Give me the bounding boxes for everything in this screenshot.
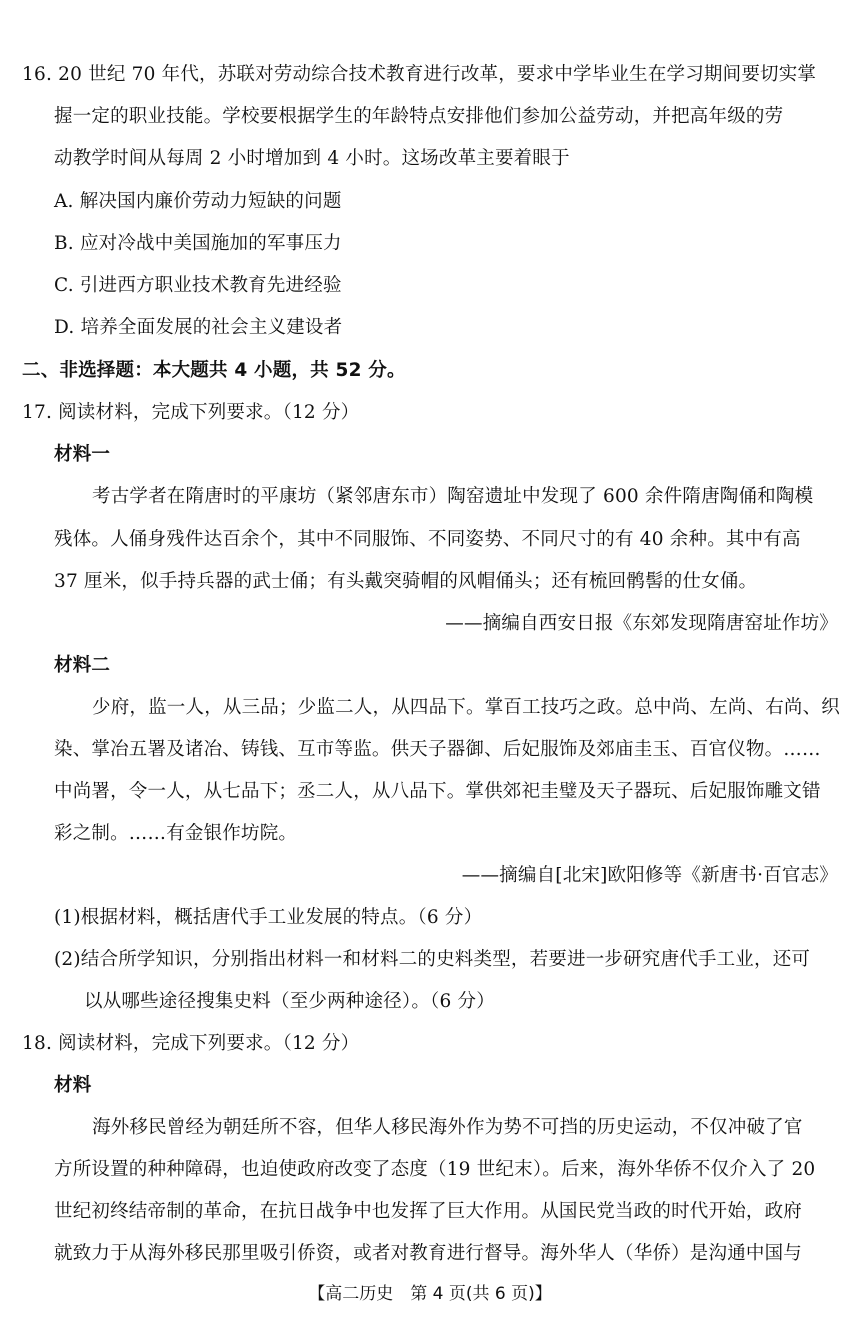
q16-option-d: D. 培养全面发展的社会主义建设者 — [54, 317, 343, 338]
q17-material-1-line-2: 残体。人俑身残件达百余个，其中不同服饰、不同姿势、不同尺寸的有 40 余种。其中有高 — [54, 529, 801, 550]
q17-stem: 17. 阅读材料，完成下列要求。（12 分） — [22, 402, 360, 423]
q18-stem: 18. 阅读材料，完成下列要求。（12 分） — [22, 1033, 360, 1054]
q18-material-title: 材料 — [54, 1075, 92, 1096]
q18-material-line-2: 方所设置的种种障碍，也迫使政府改变了态度（19 世纪末）。后来，海外华侨不仅介入了 20 — [54, 1159, 816, 1180]
q17-material-2-source: ——摘编自[北宋]欧阳修等《新唐书·百官志》 — [461, 865, 838, 886]
q16-line-1: 16. 20 世纪 70 年代，苏联对劳动综合技术教育进行改革，要求中学毕业生在学习期间要切实掌 — [22, 64, 817, 85]
q18-material-line-1: 海外移民曾经为朝廷所不容，但华人移民海外作为势不可挡的历史运动，不仅冲破了官 — [92, 1117, 803, 1138]
q16-line-2: 握一定的职业技能。学校要根据学生的年龄特点安排他们参加公益劳动，并把高年级的劳 — [54, 106, 784, 127]
q17-material-2-line-2: 染、掌冶五署及诸冶、铸钱、互市等监。供天子器御、后妃服饰及郊庙圭玉、百官仪物。…… — [54, 739, 821, 760]
section-2-heading: 二、非选择题：本大题共 4 小题，共 52 分。 — [22, 360, 406, 381]
q17-requirement-2-line-1: (2)结合所学知识，分别指出材料一和材料二的史料类型，若要进一步研究唐代手工业，还可 — [54, 949, 811, 970]
q17-material-2-line-3: 中尚署，令一人，从七品下；丞二人，从八品下。掌供郊祀圭璧及天子器玩、后妃服饰雕文错 — [54, 781, 821, 802]
q17-material-1-source: ——摘编自西安日报《东郊发现隋唐窑址作坊》 — [445, 613, 838, 634]
q17-material-2-line-1: 少府，监一人，从三品；少监二人，从四品下。掌百工技巧之政。总中尚、左尚、右尚、织 — [92, 697, 841, 718]
q17-material-2-title: 材料二 — [54, 655, 111, 676]
q17-requirement-1: (1)根据材料，概括唐代手工业发展的特点。（6 分） — [54, 907, 483, 928]
page-footer: 【高二历史 第 4 页(共 6 页)】 — [308, 1284, 552, 1304]
q18-material-line-4: 就致力于从海外移民那里吸引侨资，或者对教育进行督导。海外华人（华侨）是沟通中国与 — [54, 1243, 803, 1264]
q17-material-1-line-1: 考古学者在隋唐时的平康坊（紧邻唐东市）陶窑遗址中发现了 600 余件隋唐陶俑和陶模 — [92, 486, 814, 507]
q16-line-3: 动教学时间从每周 2 小时增加到 4 小时。这场改革主要着眼于 — [54, 148, 570, 169]
q17-material-1-title: 材料一 — [54, 444, 111, 465]
q16-option-c: C. 引进西方职业技术教育先进经验 — [54, 275, 342, 296]
q17-material-2-line-4: 彩之制。……有金银作坊院。 — [54, 823, 298, 844]
q16-option-b: B. 应对冷战中美国施加的军事压力 — [54, 233, 342, 254]
q18-material-line-3: 世纪初终结帝制的革命，在抗日战争中也发挥了巨大作用。从国民党当政的时代开始，政府 — [54, 1201, 803, 1222]
q16-option-a: A. 解决国内廉价劳动力短缺的问题 — [54, 191, 342, 212]
q17-requirement-2-line-2: 以从哪些途径搜集史料（至少两种途径）。（6 分） — [84, 991, 495, 1012]
q17-material-1-line-3: 37 厘米，似手持兵器的武士俑；有头戴突骑帽的风帽俑头；还有梳回鹘髻的仕女俑。 — [54, 571, 758, 592]
